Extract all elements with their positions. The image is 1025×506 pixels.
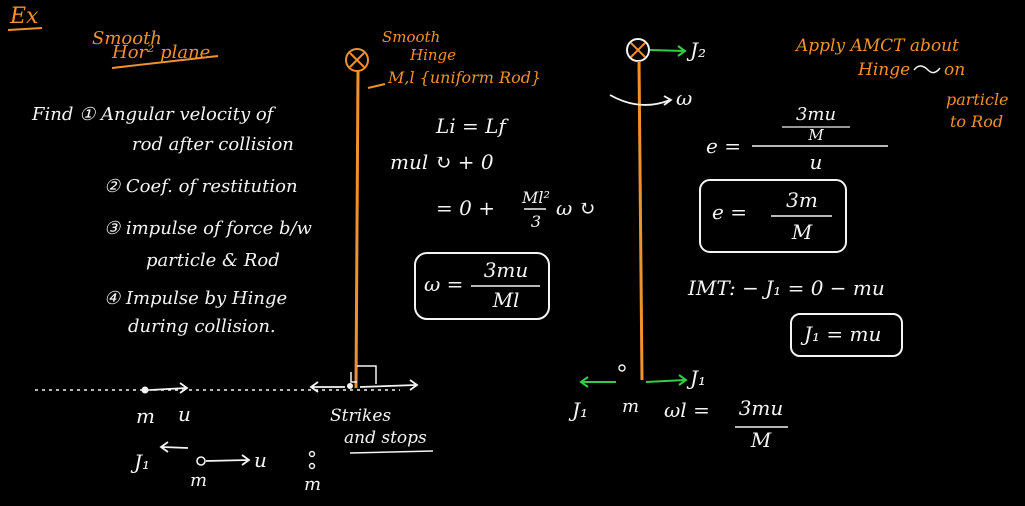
e2-num: 3m xyxy=(786,188,818,212)
rod-right xyxy=(639,61,642,380)
J1-right-label: J₁ xyxy=(690,366,707,390)
find-item-1b: rod after collision xyxy=(132,134,294,155)
rod-left xyxy=(356,71,358,388)
e-num-bot: M xyxy=(808,126,824,144)
plane-label-1: Smooth xyxy=(92,28,162,49)
e-num-top: 3mu xyxy=(795,104,837,125)
rod-label-arrow xyxy=(368,84,385,88)
contact-dot xyxy=(347,383,353,389)
omega-denominator: Ml xyxy=(492,288,520,312)
heading-ex: Ex xyxy=(10,4,39,29)
J1-result: J₁ = mu xyxy=(804,322,882,346)
find-item-3b: particle & Rod xyxy=(146,250,280,271)
eq-L-conservation: Li = Lf xyxy=(436,114,506,138)
stops-label: and stops xyxy=(344,428,427,448)
e2-den: M xyxy=(791,220,813,244)
find-item-3a: ③ impulse of force b/w xyxy=(104,218,312,239)
m-right-label: m xyxy=(622,396,640,417)
omega-numerator: 3mu xyxy=(483,258,529,282)
apply-amct-4: particle xyxy=(946,90,1009,109)
e-lhs: e = xyxy=(706,134,741,158)
imt-equation: IMT: − J₁ = 0 − mu xyxy=(688,276,885,300)
velocity-label: u xyxy=(178,402,191,426)
eq-final-b: ω ↻ xyxy=(556,196,596,220)
e2-lhs: e = xyxy=(712,200,747,224)
plane-label-2: Hor² plane xyxy=(112,42,211,63)
particle-dot xyxy=(142,387,149,394)
strikes-underline xyxy=(350,451,433,453)
hinge-label-2: Hinge xyxy=(410,46,457,64)
J1-left-label: J₁ xyxy=(572,398,589,422)
arrow-left-rod xyxy=(311,382,345,392)
omega-lhs: ω = xyxy=(424,272,464,296)
find-item-1a: Find ① Angular velocity of xyxy=(32,104,274,125)
eq-initial: mul ↻ + 0 xyxy=(390,150,494,174)
wl-lhs: ωl = xyxy=(664,398,710,422)
find-item-2: ② Coef. of restitution xyxy=(104,176,298,197)
mass-bottom-label: m xyxy=(190,470,208,491)
u-bottom-label: u xyxy=(254,448,267,472)
apply-amct-1: Apply AMCT about xyxy=(796,36,959,56)
hinge-cross-left xyxy=(350,53,364,67)
J2-label: J₂ xyxy=(690,38,707,62)
arrow-right-rod xyxy=(360,380,417,390)
velocity-arrow xyxy=(150,383,187,393)
strikes-label: Strikes xyxy=(330,406,392,426)
find-item-4a: ④ Impulse by Hinge xyxy=(104,288,288,309)
arrow-J2 xyxy=(650,46,685,56)
hinge-label-1: Smooth xyxy=(382,28,441,46)
eq-final-a: = 0 + xyxy=(436,196,495,220)
apply-amct-5: to Rod xyxy=(950,112,1004,131)
mass-label: m xyxy=(136,404,155,428)
apply-amct-2: Hinge xyxy=(858,60,911,80)
omega-label: ω xyxy=(676,86,693,110)
J1-bottom-label: J₁ xyxy=(134,450,151,474)
rod-label: M,l {uniform Rod} xyxy=(388,68,542,87)
eq-final-den: 3 xyxy=(530,212,542,231)
wl-num: 3mu xyxy=(738,396,784,420)
e-den: u xyxy=(809,150,823,174)
wl-den: M xyxy=(750,428,772,452)
eq-final-num: Ml² xyxy=(522,188,550,207)
arrow-J1-right xyxy=(646,375,686,385)
find-item-4b: during collision. xyxy=(128,316,276,337)
apply-amct-3: on xyxy=(944,60,966,80)
mass-bottom-label-2: m xyxy=(304,474,322,495)
arrow-J1-left xyxy=(581,377,616,387)
